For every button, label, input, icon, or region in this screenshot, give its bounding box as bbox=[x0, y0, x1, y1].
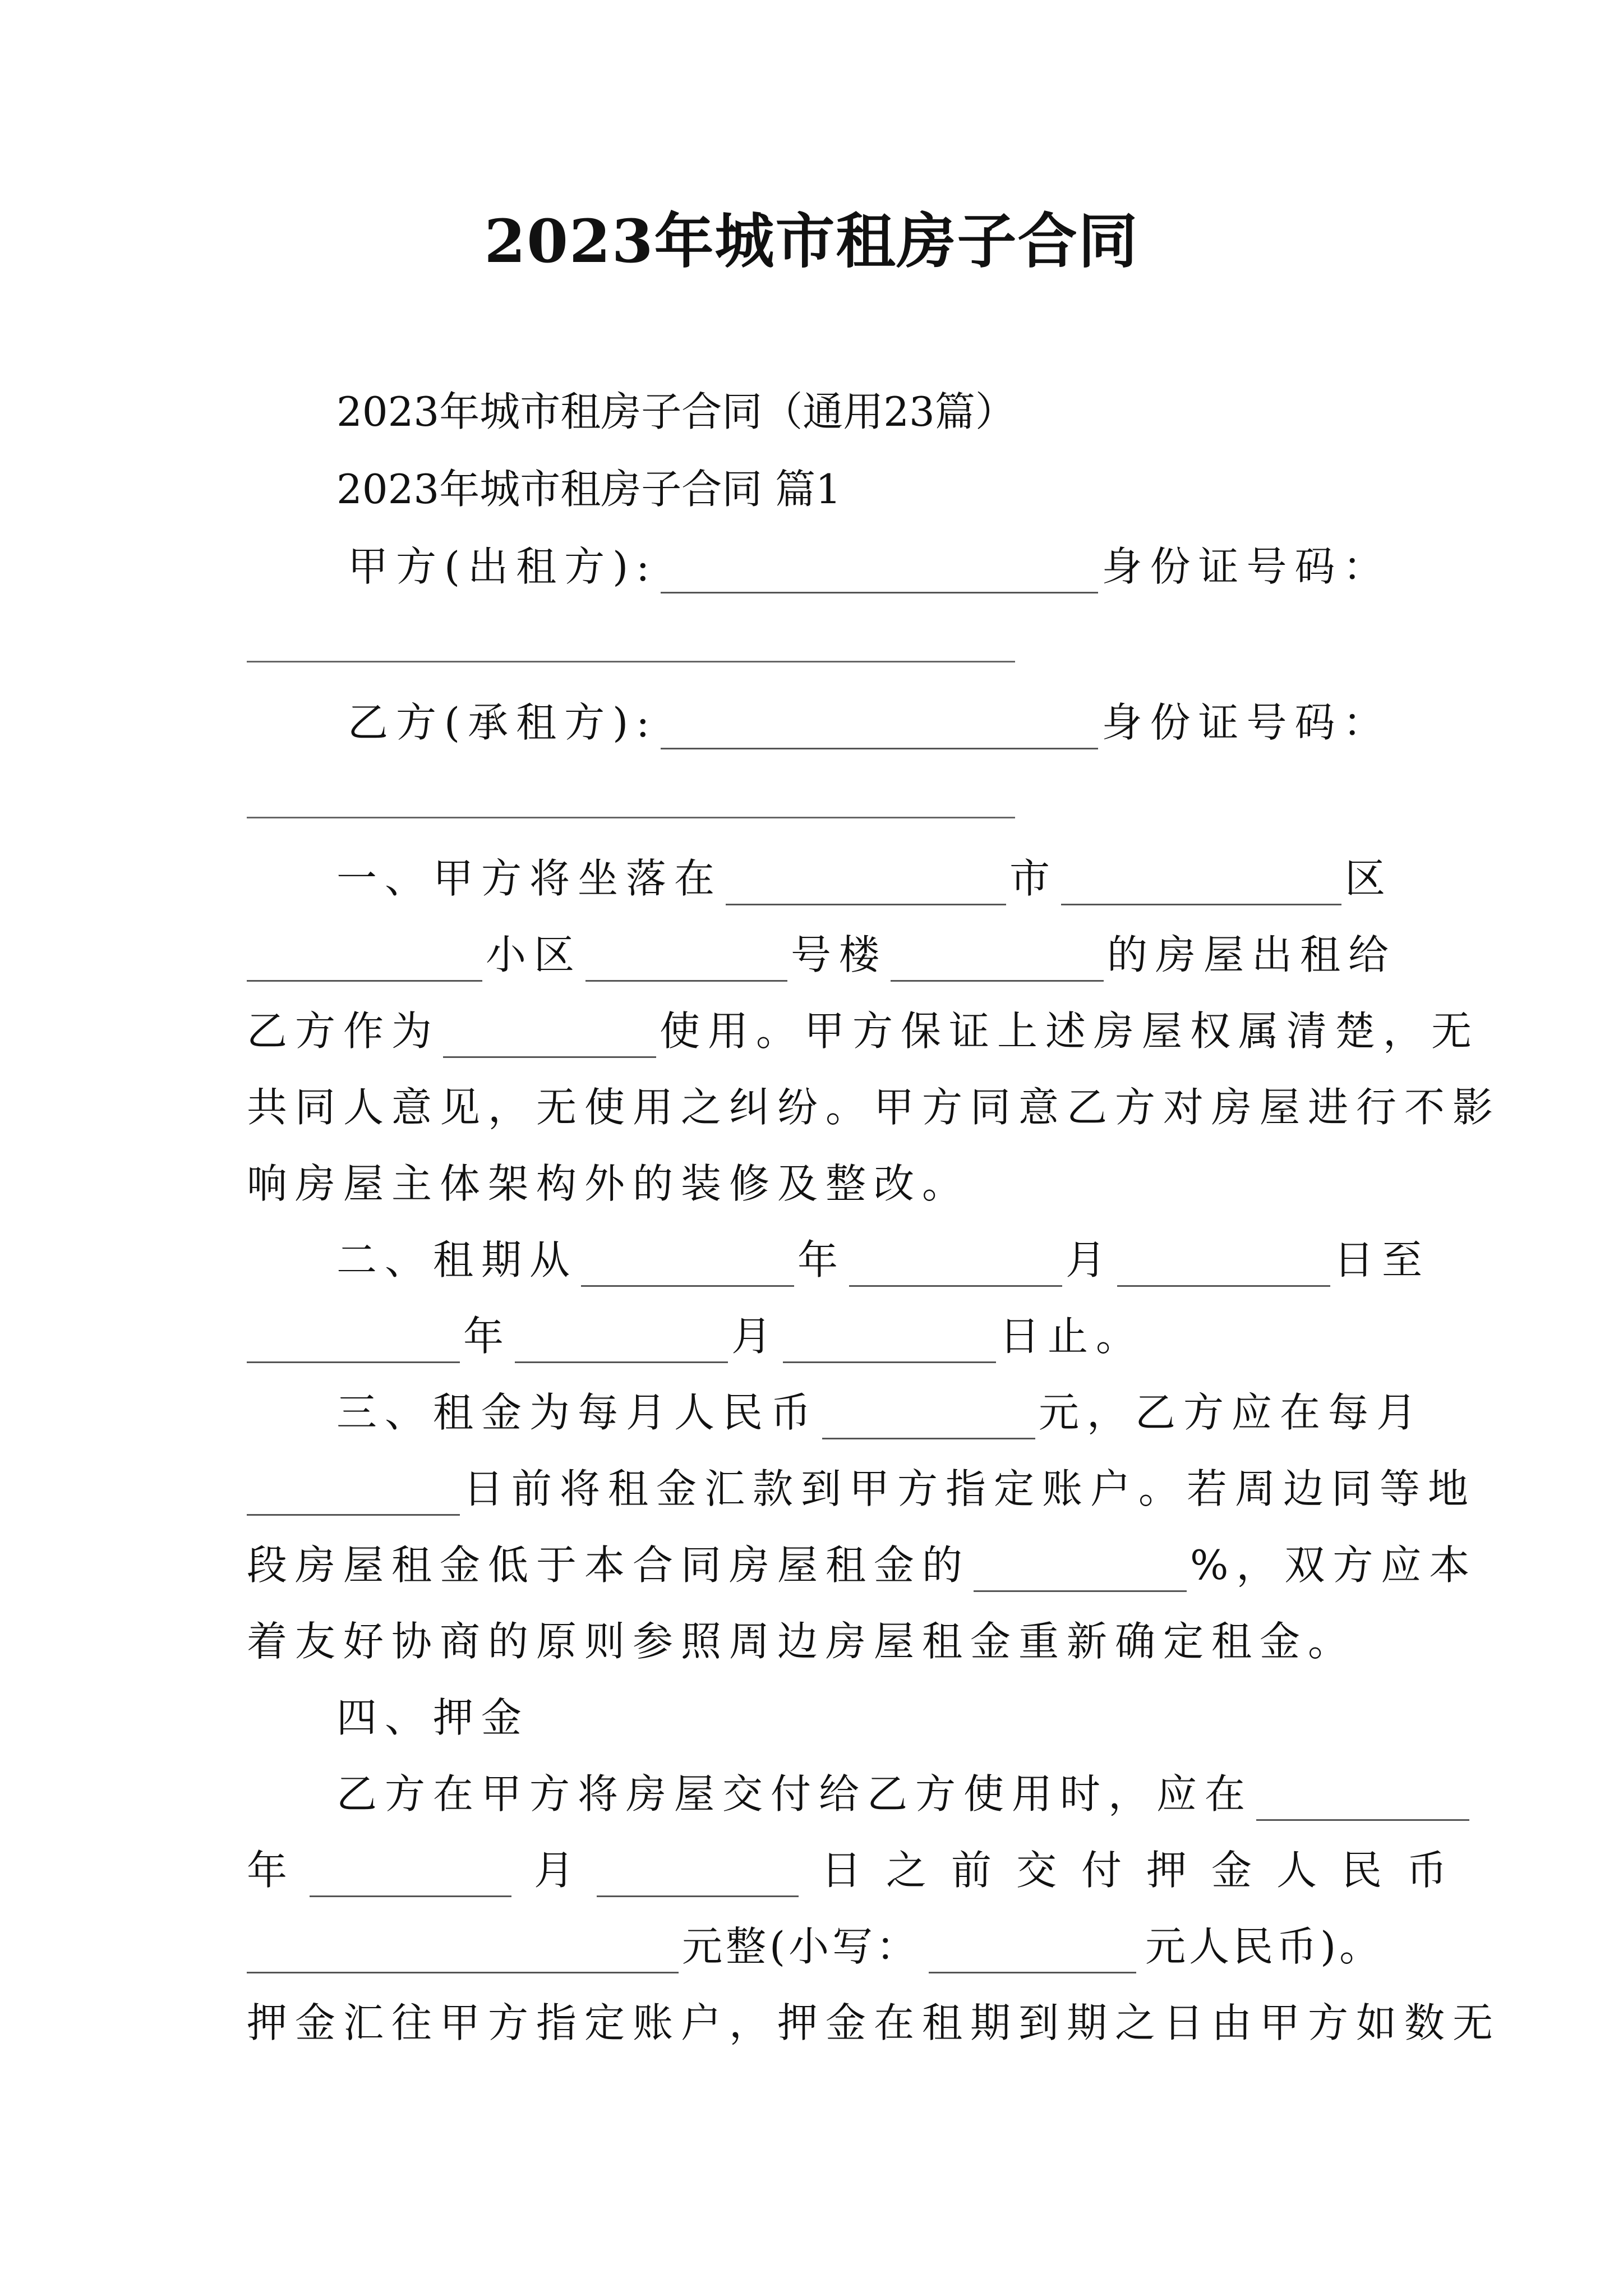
clause1-text-rent-to: 的房屋出租给 bbox=[1107, 931, 1397, 978]
clause1-text-guarantee: 使用。甲方保证上述房屋权属清楚，无 bbox=[660, 1007, 1480, 1055]
party-b-id-blank bbox=[247, 817, 1015, 818]
clause2-text-month: 月 bbox=[1066, 1236, 1114, 1283]
party-b-id-label: 身份证号码： bbox=[1101, 699, 1391, 746]
clause1-text-line5: 响房屋主体架构外的装修及整改。 bbox=[247, 1160, 971, 1207]
clause1-location-blank bbox=[726, 864, 1006, 905]
clause1-building-blank bbox=[891, 941, 1104, 982]
clause1-line3 bbox=[247, 1004, 1480, 1058]
clause2-text-day-to: 日至 bbox=[1334, 1236, 1431, 1283]
party-b-label: 乙方(承租方): bbox=[348, 699, 658, 746]
clause2-end-year-blank bbox=[247, 1322, 460, 1363]
clause2-text-from: 二、租期从 bbox=[336, 1236, 578, 1283]
subtitle-text: 2023年城市租房子合同（通用23篇） bbox=[336, 388, 1016, 435]
clause4-small-amount-blank bbox=[929, 1932, 1136, 1973]
clause4-line2 bbox=[247, 1843, 1472, 1897]
clause2-text-end-month: 月 bbox=[731, 1313, 780, 1360]
clause3-rent-amount-blank bbox=[822, 1398, 1035, 1439]
clause1-purpose-blank bbox=[443, 1017, 656, 1058]
party-a-label: 甲方(出租方): bbox=[348, 543, 658, 590]
clause4-year-blank bbox=[1256, 1780, 1469, 1821]
clause1-text-city: 市 bbox=[1009, 855, 1058, 902]
clause1-line4 bbox=[247, 1080, 1501, 1134]
clause1-community-blank bbox=[585, 941, 787, 982]
clause3-line2 bbox=[247, 1462, 1477, 1516]
clause1-text-community: 小区 bbox=[486, 931, 583, 978]
page-title: 2023年城市租房子合同 bbox=[484, 206, 1139, 276]
clause3-text-monthly: 元，乙方应在每月 bbox=[1039, 1389, 1425, 1436]
party-b-line bbox=[247, 696, 1391, 749]
clause1-text-line4: 共同人意见，无使用之纠纷。甲方同意乙方对房屋进行不影 bbox=[247, 1084, 1501, 1131]
clause3-line3 bbox=[247, 1538, 1478, 1592]
clause4-day-blank bbox=[597, 1856, 799, 1897]
clause1-line2 bbox=[247, 928, 1397, 982]
part-heading-text: 2023年城市租房子合同 篇1 bbox=[336, 466, 841, 513]
clause2-text-end: 日止。 bbox=[999, 1313, 1145, 1360]
clause4-text-amount: 元整(小写： bbox=[682, 1923, 920, 1970]
clause4-heading bbox=[247, 1691, 1380, 1745]
clause2-line2 bbox=[247, 1309, 1380, 1363]
clause1-line1 bbox=[247, 852, 1394, 905]
clause4-text-deliver: 乙方在甲方将房屋交付给乙方使用时，应在 bbox=[336, 1770, 1253, 1818]
clause2-start-day-blank bbox=[1117, 1246, 1330, 1287]
clause3-line1 bbox=[247, 1386, 1425, 1439]
clause1-text-1: 一、甲方将坐落在 bbox=[336, 855, 723, 902]
party-a-name-blank bbox=[661, 553, 1098, 593]
clause3-percent-blank bbox=[974, 1551, 1187, 1592]
clause1-text-use-as: 乙方作为 bbox=[247, 1007, 440, 1055]
clause2-line1 bbox=[247, 1233, 1431, 1287]
clause2-text-year: 年 bbox=[797, 1236, 846, 1283]
clause4-text-rmb: 元人民币)。 bbox=[1145, 1923, 1384, 1970]
clause4-text-deposit: 日之前交付押金人民币 bbox=[821, 1847, 1472, 1894]
party-a-id-blank bbox=[247, 661, 1015, 662]
clause2-text-end-year: 年 bbox=[463, 1313, 512, 1360]
part-heading bbox=[247, 462, 1380, 516]
clause2-start-month-blank bbox=[849, 1246, 1062, 1287]
clause4-deposit-amount-blank bbox=[247, 1932, 679, 1973]
clause4-line4 bbox=[247, 1996, 1501, 2050]
clause4-month-blank bbox=[310, 1856, 511, 1897]
clause2-end-month-blank bbox=[515, 1322, 728, 1363]
clause4-text-month: 月 bbox=[534, 1847, 575, 1894]
clause3-text-percent: %，双方应本 bbox=[1190, 1542, 1478, 1589]
party-a-line bbox=[247, 540, 1391, 593]
clause3-text-line4: 着友好协商的原则参照周边房屋租金重新确定租金。 bbox=[247, 1618, 1357, 1665]
clause1-district-blank bbox=[247, 941, 482, 982]
subtitle bbox=[247, 385, 1380, 439]
clause4-line3 bbox=[247, 1920, 1384, 1973]
clause1-text-building: 号楼 bbox=[791, 931, 888, 978]
clause3-text-pay: 日前将租金汇款到甲方指定账户。若周边同等地 bbox=[463, 1465, 1477, 1512]
clause3-line4 bbox=[247, 1614, 1380, 1668]
clause1-line5 bbox=[247, 1157, 1380, 1211]
clause3-pay-day-blank bbox=[247, 1475, 460, 1516]
party-b-name-blank bbox=[661, 708, 1098, 749]
clause4-line1 bbox=[247, 1767, 1380, 1821]
clause4-heading-text: 四、押金 bbox=[336, 1694, 530, 1741]
party-a-id-label: 身份证号码： bbox=[1101, 543, 1391, 590]
clause3-text-rent: 三、租金为每月人民币 bbox=[336, 1389, 819, 1436]
clause1-text-district: 区 bbox=[1345, 855, 1394, 902]
clause4-text-year: 年 bbox=[247, 1847, 288, 1894]
clause3-text-lower: 段房屋租金低于本合同房屋租金的 bbox=[247, 1542, 971, 1589]
clause2-end-day-blank bbox=[783, 1322, 996, 1363]
clause2-start-year-blank bbox=[581, 1246, 794, 1287]
clause1-city-blank bbox=[1061, 864, 1341, 905]
clause4-text-line5: 押金汇往甲方指定账户，押金在租期到期之日由甲方如数无 bbox=[247, 1999, 1501, 2046]
